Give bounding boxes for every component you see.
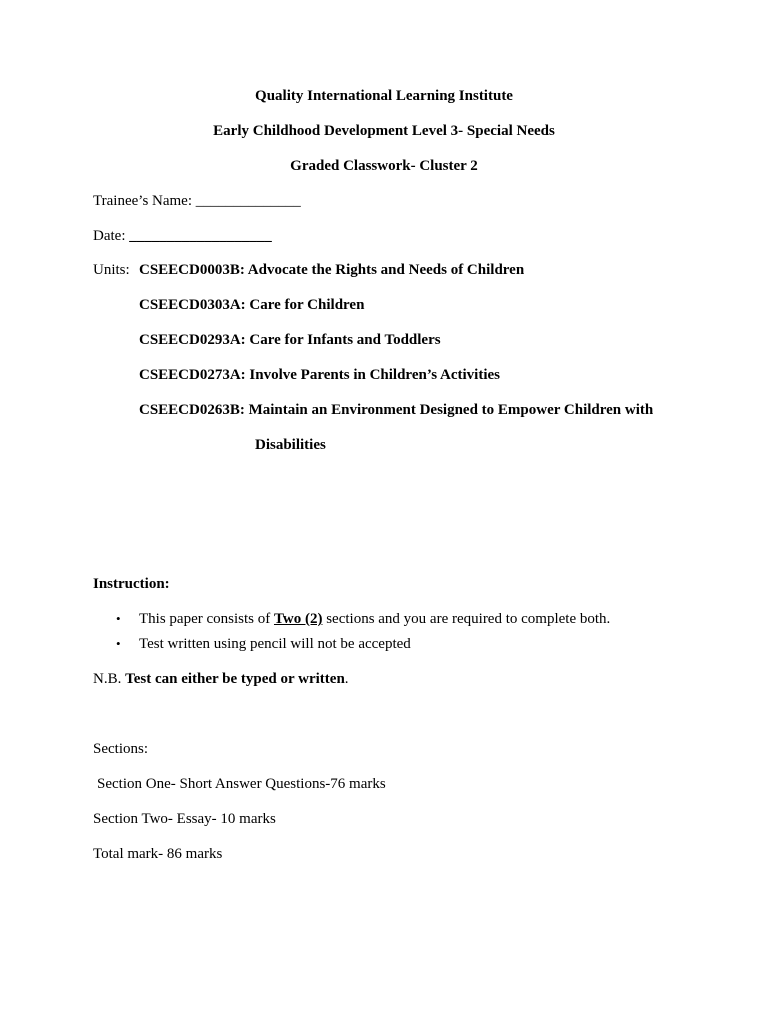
unit-item: CSEECD0293A: Care for Infants and Toddlers [139, 332, 441, 348]
total-mark: Total mark- 86 marks [93, 846, 223, 862]
sections-heading: Sections: [93, 741, 148, 757]
date-field [93, 227, 272, 245]
bullet-icon: • [116, 611, 121, 626]
date-blank: ___________________ [129, 228, 272, 244]
section-two: Section Two- Essay- 10 marks [93, 811, 276, 827]
date-label: Date: [93, 228, 126, 244]
nb-text: Test can either be typed or written [125, 671, 345, 687]
instruction-bullet-2: Test written using pencil will not be accepted [139, 636, 411, 652]
unit-item: CSEECD0273A: Involve Parents in Children’s Activities [139, 367, 500, 383]
bullet-icon: • [116, 636, 121, 651]
instruction-bullet-1 [139, 610, 610, 628]
unit-item: CSEECD0003B: Advocate the Rights and Needs of Children [139, 262, 525, 278]
nb-label: N.B. [93, 671, 126, 687]
trainee-name-label: Trainee’s Name: [93, 193, 193, 209]
bullet1-emphasis: Two (2) [273, 611, 323, 627]
trainee-name-field [93, 192, 301, 210]
unit-item-continuation: Disabilities [255, 437, 326, 453]
programme-title: Early Childhood Development Level 3- Special Needs [213, 123, 555, 139]
trainee-name-blank: ______________ [195, 193, 301, 209]
bullet1-text-pre: This paper consists of [139, 611, 274, 627]
section-one: Section One- Short Answer Questions-76 marks [97, 776, 386, 792]
unit-item: CSEECD0303A: Care for Children [139, 297, 365, 313]
instruction-heading: Instruction: [93, 576, 170, 592]
units-label: Units: [93, 262, 130, 278]
nb-end: . [344, 671, 349, 687]
bullet1-text-post: sections and you are required to complete both. [322, 611, 611, 627]
assessment-title: Graded Classwork- Cluster 2 [290, 158, 478, 174]
unit-item: CSEECD0263B: Maintain an Environment Designed to Empower Children with [139, 402, 654, 418]
nb-note [93, 670, 349, 688]
institute-title: Quality International Learning Institute [255, 88, 513, 104]
